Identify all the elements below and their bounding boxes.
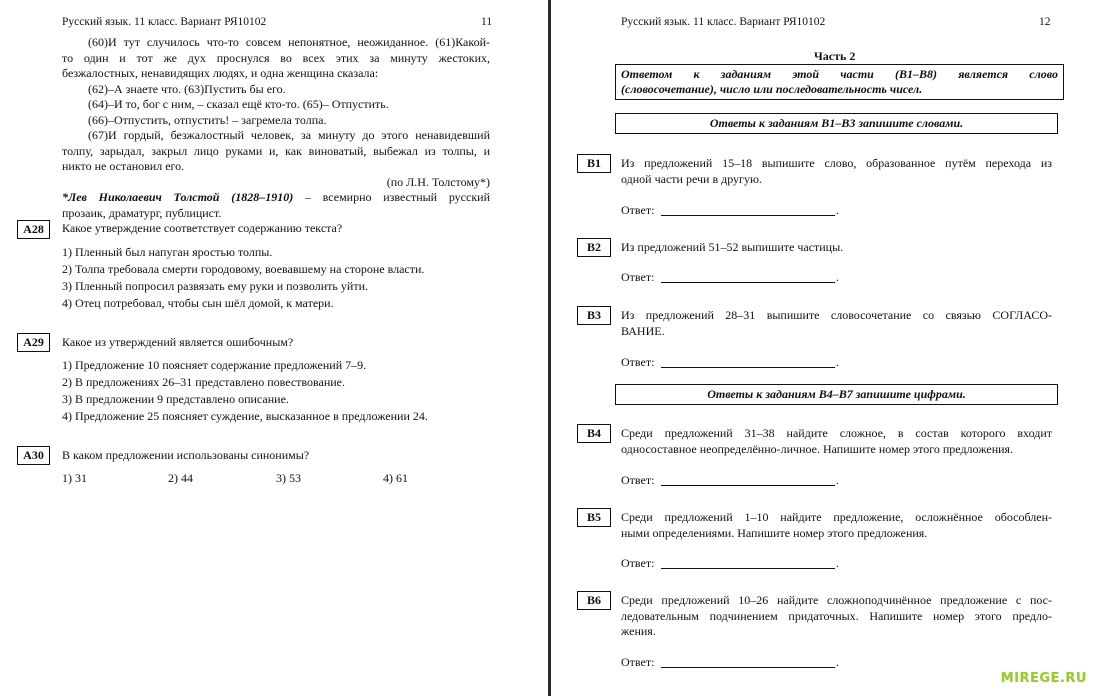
task-label-b3: B3 [577,306,611,325]
task-label-b4: B4 [577,424,611,443]
task-text [621,426,1052,457]
task-label-b5: B5 [577,508,611,527]
option-item[interactable]: 2) В предложениях 26–31 представлено повествование. [62,375,345,389]
task-line: Среди предложений 10–26 найдите сложноподчинённое предложение с пос- [621,593,1052,607]
text-line: (67)И гордый, безжалостный человек, за минуту до этого ненавидевший [88,128,490,142]
option-item[interactable]: 3) 53 [276,471,301,485]
task-line: ными определениями. Напишите номер этого предложения. [621,525,928,540]
attribution: (по Л.Н. Толстому*) [386,174,490,189]
option-item[interactable]: 4) Предложение 25 поясняет суждение, высказанное в предложении 24. [62,409,428,423]
page-number: 12 [1039,16,1051,28]
text-line: (66)–Отпустить, отпустить! – загремела толпа. [88,112,327,127]
task-line: Среди предложений 31–38 найдите сложное, в состав которого входит [621,426,1052,440]
option-item[interactable]: 3) В предложении 9 представлено описание. [62,392,289,406]
task-line: Из предложений 15–18 выпишите слово, образованное путём перехода из [621,156,1052,170]
answer-field-b5[interactable] [661,568,835,569]
options-a29 [62,358,428,425]
option-item[interactable]: 3) Пленный попросил развязать ему руки и позволить уйти. [62,279,368,293]
part-instructions [615,64,1064,100]
text-line: то один и тот же дух проснулся во всех этих за минуту жестоких, [62,50,490,65]
option-item[interactable]: 4) Отец потребовал, чтобы сын шёл домой, к матери. [62,296,334,310]
option-item[interactable]: 1) Пленный был напуган яростью толпы. [62,245,273,259]
text-line: никто не остановил его. [62,159,185,173]
answer-label: Ответ: [621,270,655,284]
task-label-a28: A28 [17,220,50,239]
answer-label: Ответ: [621,655,655,669]
left-page [0,0,548,696]
right-page [551,0,1097,696]
answer-period: . [836,355,839,369]
task-line: ледовательным подчинением придаточных. Напишите номер этого предло- [621,608,1052,623]
page-header: Русский язык. 11 класс. Вариант РЯ10102 [62,16,267,28]
answer-period: . [836,556,839,570]
answer-field-b6[interactable] [661,667,835,668]
task-label-b6: B6 [577,591,611,610]
section-instruction-digits: Ответы к заданиям В4–В7 запишите цифрами. [615,384,1058,405]
answer-label: Ответ: [621,473,655,487]
answer-period: . [836,655,839,669]
page-number: 11 [481,16,493,28]
option-item[interactable]: 1) Предложение 10 поясняет содержание предложений 7–9. [62,358,367,372]
task-text [621,156,1052,187]
option-item[interactable]: 2) 44 [168,471,193,485]
task-line: одной части речи в другую. [621,171,762,186]
answer-label: Ответ: [621,203,655,217]
instruction-line: (словосочетание), число или последовательность чисел. [621,82,923,96]
task-line: Среди предложений 1–10 найдите предложение, осложнённое обособлен- [621,510,1052,524]
text-line: (64)–И то, бог с ним, – сказал ещё кто-то. (65)– Отпустить. [88,97,389,111]
answer-label: Ответ: [621,556,655,570]
text-line: безжалостных, ненавидящих людях, и одна женщина сказала: [62,66,379,80]
footnote-line: прозаик, драматург, публицист. [62,205,222,220]
task-line: односоставное неопределённо-личное. Напишите номер этого предложения. [621,441,1014,456]
text-line: толпу, зарыдал, закрыл лицо руками и, как виноватый, выбежал из толпы, и [62,143,490,158]
answer-field-b3[interactable] [661,367,835,368]
question-text: Какое утверждение соответствует содержанию текста? [62,221,343,235]
answer-field-b1[interactable] [661,215,835,216]
task-label-a29: A29 [17,333,50,352]
option-item[interactable]: 1) 31 [62,471,87,485]
task-label-b1: B1 [577,154,611,173]
answer-period: . [836,270,839,284]
answer-label: Ответ: [621,355,655,369]
answer-period: . [836,473,839,487]
answer-field-b2[interactable] [661,282,835,283]
question-text: В каком предложении использованы синонимы? [62,448,310,462]
text-excerpt [62,35,490,221]
answer-period: . [836,203,839,217]
page-header: Русский язык. 11 класс. Вариант РЯ10102 [621,16,826,28]
task-label-a30: A30 [17,446,50,465]
task-text [621,308,1052,339]
task-line: ВАНИЕ. [621,323,665,338]
instruction-line: Ответом к заданиям этой части (В1–В8) является слово [621,67,1058,81]
option-item[interactable]: 4) 61 [383,471,408,485]
options-a28 [62,245,424,312]
part-title: Часть 2 [814,49,856,63]
task-line: Из предложений 51–52 выпишите частицы. [621,240,844,254]
watermark-logo: MIREGE.RU [1000,671,1087,686]
section-instruction-words: Ответы к заданиям В1–В3 запишите словами. [615,113,1058,134]
footnote-text: – всемирно известный русский [304,190,490,204]
answer-field-b4[interactable] [661,485,835,486]
footnote [62,190,490,206]
task-label-b2: B2 [577,238,611,257]
footnote-author: *Лев Николаевич Толстой (1828–1910) [62,190,294,204]
question-text: Какое из утверждений является ошибочным? [62,335,294,349]
text-line: (62)–А знаете что. (63)Пустить бы его. [88,81,286,96]
task-text [621,593,1052,640]
task-line: жения. [621,624,656,638]
option-item[interactable]: 2) Толпа требовала смерти городовому, воевавшему на стороне власти. [62,262,425,276]
text-line: (60)И тут случилось что-то совсем непонятное, неожиданное. (61)Какой- [88,35,490,49]
task-line: Из предложений 28–31 выпишите словосочетание со связью СОГЛАСО- [621,308,1052,322]
task-text [621,510,1052,541]
